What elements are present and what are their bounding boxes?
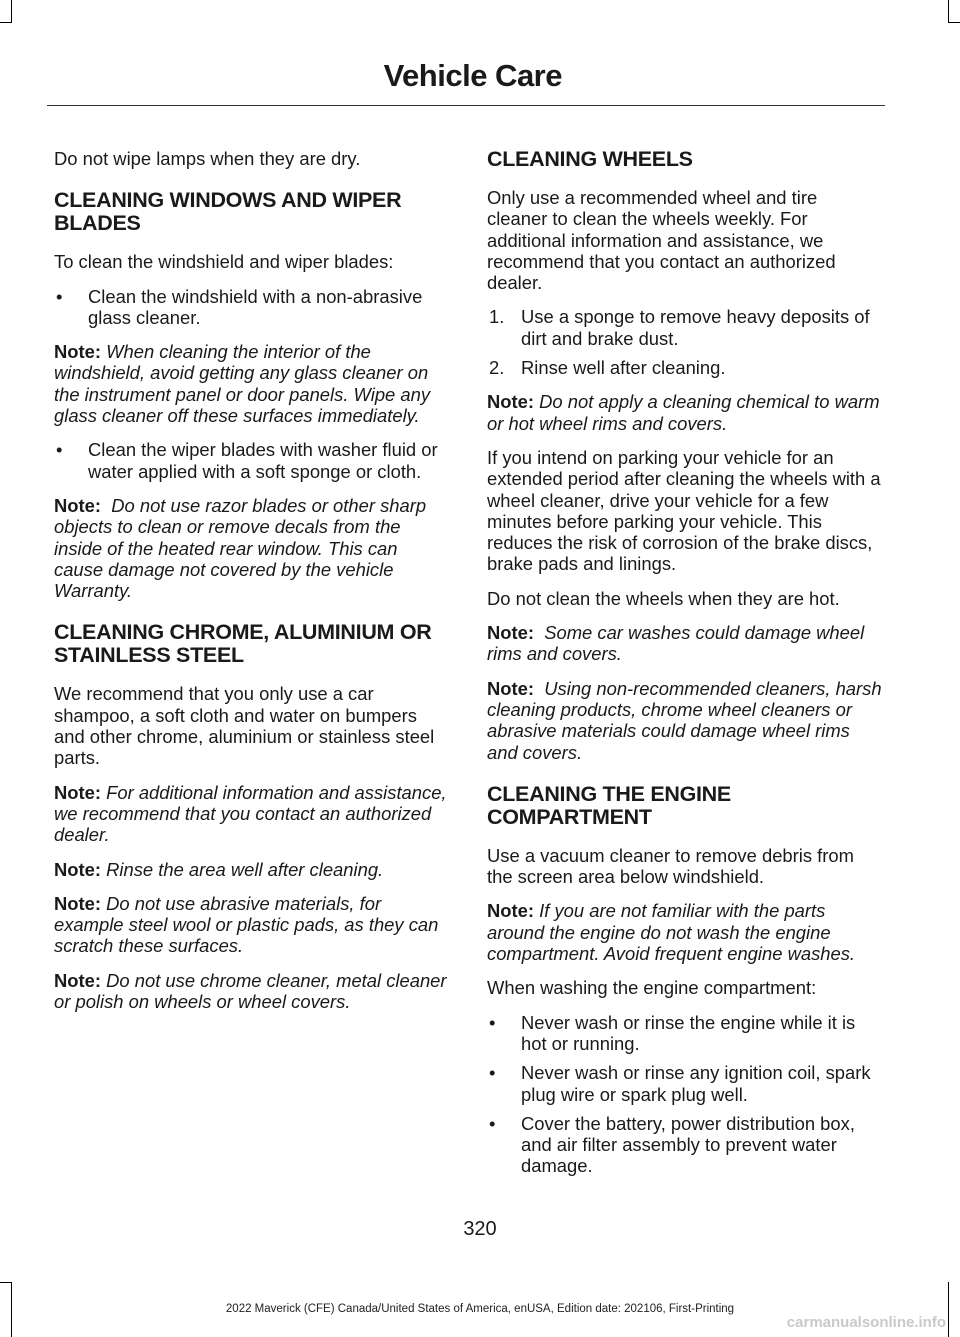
heading-engine: CLEANING THE ENGINE COMPARTMENT <box>487 781 731 829</box>
footer-edition-text: 2022 Maverick (CFE) Canada/United States of America, enUSA, Edition date: 202106, First-Printing <box>225 1303 735 1315</box>
list-item: • Clean the wiper blades with washer fluid or water applied with a soft sponge or cloth. <box>56 439 438 482</box>
list-item: 1. Use a sponge to remove heavy deposits of dirt and brake dust. <box>489 306 870 349</box>
note: Note: When cleaning the interior of the windshield, avoid getting any glass cleaner on the instrument panel or door panels. Wipe any glass cleaner off these surfaces immediately. <box>54 341 431 427</box>
note: Note: Do not apply a cleaning chemical to warm or hot wheel rims and covers. <box>487 391 880 434</box>
washing-paragraph: When washing the engine compartment: <box>487 977 817 999</box>
list-item: • Cover the battery, power distribution box, and air filter assembly to prevent water damage. <box>489 1112 855 1177</box>
note: Note: Do not use abrasive materials, for example steel wool or plastic pads, as they can scratch these surfaces. <box>54 892 439 957</box>
wiper-bullet-list <box>54 439 449 482</box>
note: Note: Using non-recommended cleaners, harsh cleaning products, chrome wheel cleaners or abrasive materials could damage wheel rims and covers. <box>487 677 882 763</box>
windows-bullet-list <box>54 286 449 329</box>
bullet-icon: • <box>489 1062 496 1084</box>
parking-paragraph: If you intend on parking your vehicle for an extended period after cleaning the wheels with a wheel cleaner, drive your vehicle for a few minutes before parking your vehicle. This reduces the risk of corrosion of the brake discs, brake pads and linings. <box>487 446 881 575</box>
bullet-icon: • <box>56 285 63 307</box>
engine-bullet-list <box>487 1012 882 1177</box>
crop-mark-top-right-horizontal <box>948 22 960 23</box>
list-item: • Never wash or rinse the engine while it is hot or running. <box>489 1011 856 1054</box>
bullet-icon: • <box>489 1011 496 1033</box>
crop-mark-bottom-left-horizontal <box>0 1282 12 1283</box>
note: Note: Do not use chrome cleaner, metal cleaner or polish on wheels or wheel covers. <box>54 969 447 1013</box>
header-divider <box>47 105 885 106</box>
heading-windows-wipers: CLEANING WINDOWS AND WIPER BLADES <box>54 188 402 236</box>
windows-paragraph: To clean the windshield and wiper blades: <box>54 251 394 273</box>
page-title: Vehicle Care <box>383 58 562 93</box>
note: Note: If you are not familiar with the parts around the engine do not wash the engine compartment. Avoid frequent engine washes. <box>487 900 856 965</box>
bullet-icon: • <box>489 1112 496 1134</box>
note: Note: Do not use razor blades or other sharp objects to clean or remove decals from the inside of the heated rear window. This can cause damage not covered by the vehicle Warranty. <box>54 494 427 602</box>
page-number: 320 <box>463 1218 497 1240</box>
crop-mark-top-left-vertical <box>11 0 12 22</box>
list-item: • Never wash or rinse any ignition coil, spark plug wire or spark plug well. <box>489 1062 871 1105</box>
left-column <box>54 148 449 1025</box>
note: Note: Rinse the area well after cleaning. <box>54 858 384 880</box>
wheels-paragraph: Only use a recommended wheel and tire cleaner to clean the wheels weekly. For additional information and assistance, we recommend that you contact an authorized dealer. <box>487 187 836 294</box>
right-column <box>487 148 882 1190</box>
note: Note: For additional information and assistance, we recommend that you contact an authorized dealer. <box>54 781 447 846</box>
heading-wheels: CLEANING WHEELS <box>487 147 693 171</box>
chrome-paragraph: We recommend that you only use a car shampoo, a soft cloth and water on bumpers and other chrome, aluminium or stainless steel parts. <box>54 683 435 769</box>
engine-paragraph: Use a vacuum cleaner to remove debris from the screen area below windshield. <box>487 844 854 888</box>
hot-wheels-paragraph: Do not clean the wheels when they are hot. <box>487 587 840 609</box>
note: Note: Some car washes could damage wheel rims and covers. <box>487 622 865 665</box>
crop-mark-top-right-vertical <box>948 0 949 22</box>
bullet-icon: • <box>56 439 63 461</box>
wheels-steps-list <box>487 306 882 378</box>
list-item: 2. Rinse well after cleaning. <box>489 357 726 379</box>
list-item: • Clean the windshield with a non-abrasive glass cleaner. <box>56 285 423 328</box>
intro-paragraph: Do not wipe lamps when they are dry. <box>54 148 361 169</box>
crop-mark-top-left-horizontal <box>0 22 12 23</box>
heading-chrome: CLEANING CHROME, ALUMINIUM OR STAINLESS STEEL <box>54 620 432 668</box>
watermark: carmanualsonline.info <box>786 1314 946 1331</box>
